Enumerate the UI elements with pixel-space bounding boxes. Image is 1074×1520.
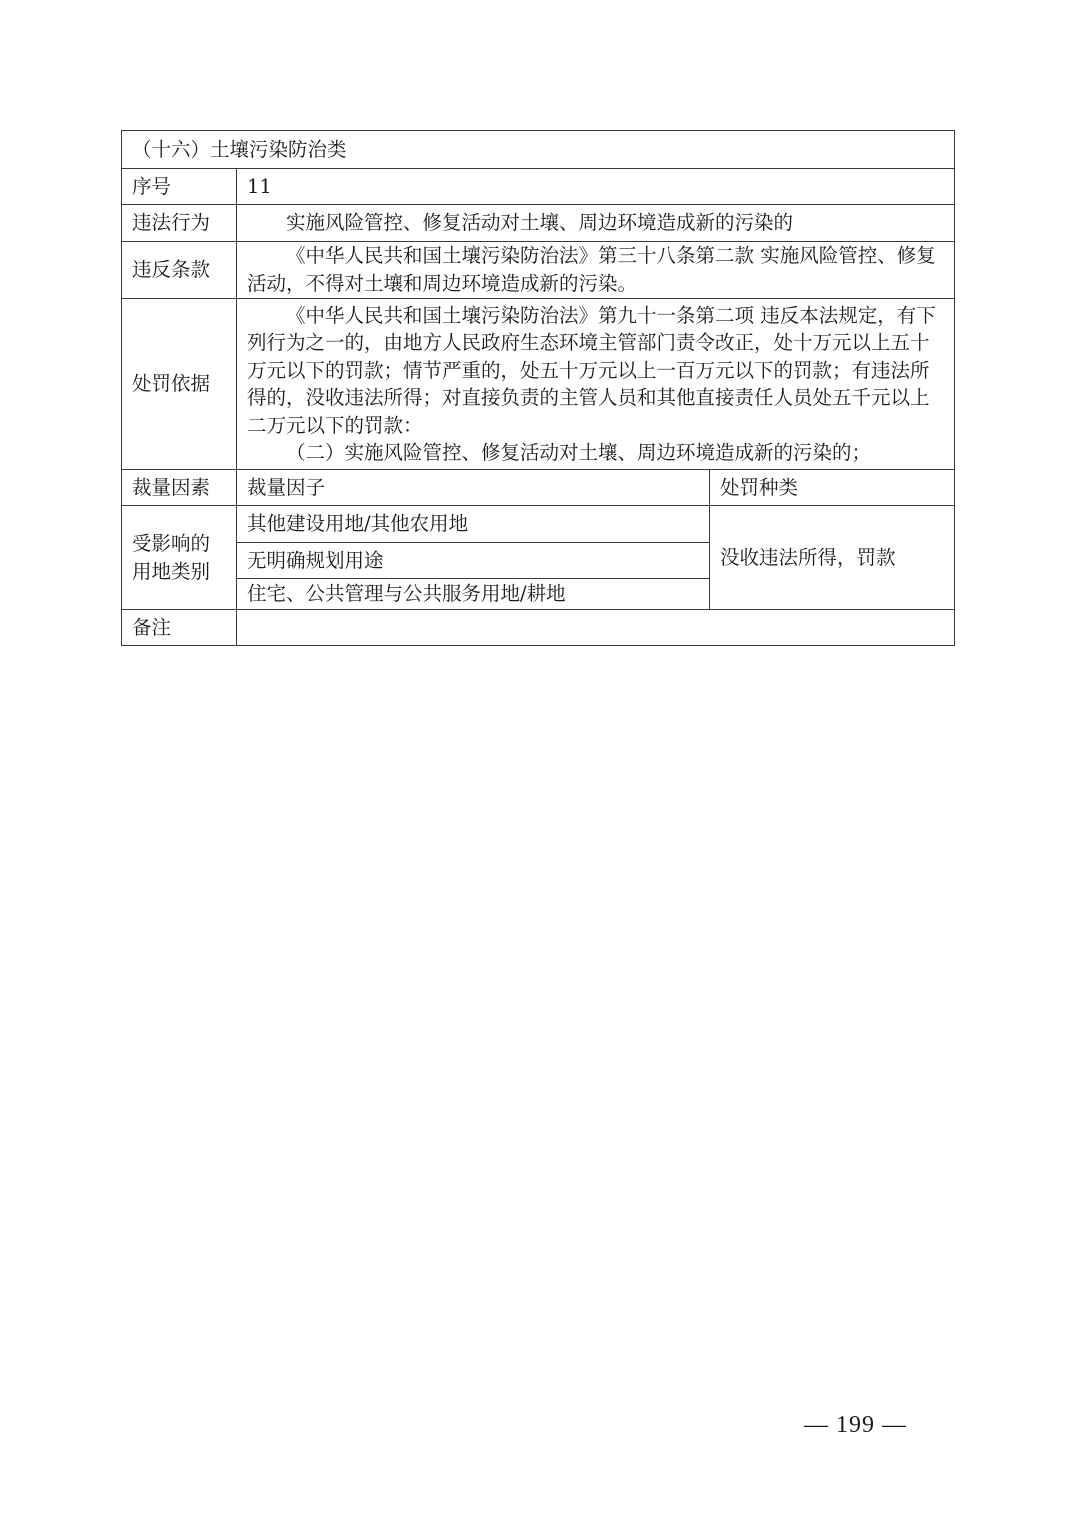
land-use-factor: 无明确规划用途 [237,543,710,579]
penalty-basis-item: （二）实施风险管控、修复活动对土壤、周边环境造成新的污染的； [286,441,872,464]
violation-label: 违法行为 [122,205,237,242]
land-use-penalty-type: 没收违法所得，罚款 [710,506,955,610]
violated-clause-label: 违反条款 [122,242,237,299]
land-use-label: 受影响的用地类别 [122,506,237,610]
discretion-header-row [122,470,955,506]
penalty-basis-paragraph: 《中华人民共和国土壤污染防治法》第九十一条第二项 违反本法规定，有下列行为之一的，由地方人民政府生态环境主管部门责令改正，处十万元以上五十万元以下的罚款；情节严重的，处五十万元以上一百万元以下的罚款；有违法所得的，没收违法所得；对直接负责的主管人员和其他直接责任人员处五千元以上二万元以下的罚款： [247,303,936,437]
penalty-basis-row [122,299,955,470]
remarks-value [237,610,955,646]
remarks-label: 备注 [122,610,237,646]
land-use-factor: 其他建设用地/其他农用地 [237,506,710,543]
page-number: — 199 — [804,1412,907,1438]
violation-row [122,205,955,242]
violated-clause-row [122,242,955,299]
discretion-factor-header: 裁量因子 [237,470,710,506]
land-use-factor: 住宅、公共管理与公共服务用地/耕地 [237,579,710,610]
penalty-type-header: 处罚种类 [710,470,955,506]
penalty-discretion-table [121,130,955,646]
remarks-row [122,610,955,646]
penalty-basis-label: 处罚依据 [122,299,237,470]
violation-value: 实施风险管控、修复活动对土壤、周边环境造成新的污染的 [237,205,955,242]
section-title: （十六）土壤污染防治类 [122,131,955,169]
serial-label: 序号 [122,169,237,205]
section-title-row [122,131,955,169]
serial-row [122,169,955,205]
land-use-row [122,506,955,543]
penalty-basis-value [237,299,955,470]
violated-clause-value: 《中华人民共和国土壤污染防治法》第三十八条第二款 实施风险管控、修复活动，不得对土壤和周边环境造成新的污染。 [237,242,955,299]
discretion-label: 裁量因素 [122,470,237,506]
serial-value: 11 [237,169,955,205]
